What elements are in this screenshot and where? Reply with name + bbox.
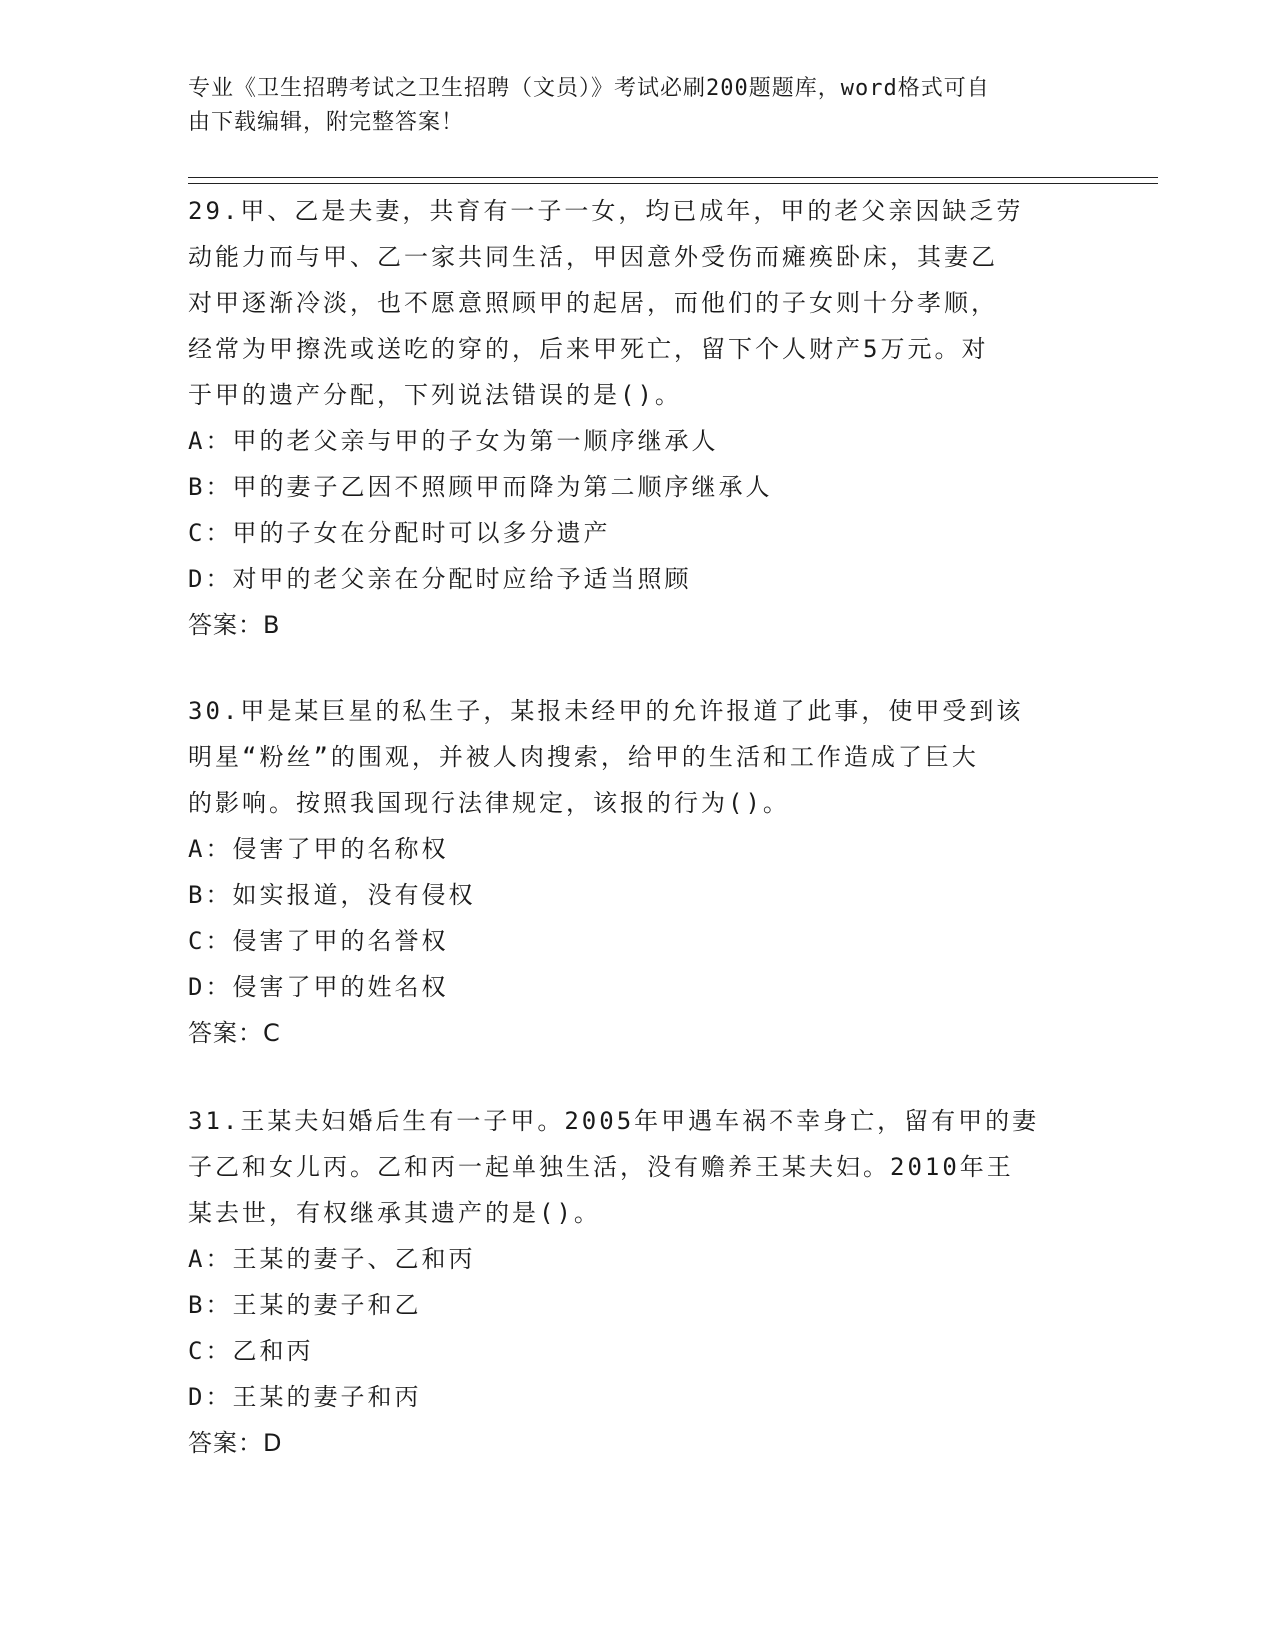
- stem-line: 30.甲是某巨星的私生子，某报未经甲的允许报道了此事，使甲受到该: [188, 697, 1024, 725]
- header-line: 由下载编辑，附完整答案！: [188, 110, 465, 135]
- question-stem: [188, 188, 1088, 418]
- question-block: [188, 188, 1088, 648]
- question-block: [188, 688, 1088, 1056]
- answer-line: 答案：D: [188, 1429, 283, 1457]
- stem-line: 于甲的遗产分配，下列说法错误的是()。: [188, 381, 682, 409]
- stem-line: 子乙和女儿丙。乙和丙一起单独生活，没有赡养王某夫妇。2010年王: [188, 1153, 1014, 1181]
- option-b: B：甲的妻子乙因不照顾甲而降为第二顺序继承人: [188, 473, 773, 501]
- header-line: 专业《卫生招聘考试之卫生招聘（文员）》考试必刷200题题库，word格式可自: [188, 76, 990, 101]
- option-b: B：王某的妻子和乙: [188, 1291, 422, 1319]
- question-block: [188, 1098, 1088, 1466]
- stem-line: 经常为甲擦洗或送吃的穿的，后来甲死亡，留下个人财产5万元。对: [188, 335, 989, 363]
- stem-line: 明星“粉丝”的围观，并被人肉搜索，给甲的生活和工作造成了巨大: [188, 743, 979, 771]
- option-b: B：如实报道，没有侵权: [188, 881, 476, 909]
- option-c: C：甲的子女在分配时可以多分遗产: [188, 519, 611, 547]
- option-a: A：王某的妻子、乙和丙: [188, 1245, 476, 1273]
- option-c: C：侵害了甲的名誉权: [188, 927, 449, 955]
- question-stem: [188, 1098, 1088, 1236]
- stem-line: 29.甲、乙是夫妻，共育有一子一女，均已成年，甲的老父亲因缺乏劳: [188, 197, 1024, 225]
- option-a: A：甲的老父亲与甲的子女为第一顺序继承人: [188, 427, 719, 455]
- option-d: D：对甲的老父亲在分配时应给予适当照顾: [188, 565, 692, 593]
- stem-line: 动能力而与甲、乙一家共同生活，甲因意外受伤而瘫痪卧床，其妻乙: [188, 243, 998, 271]
- option-c: C：乙和丙: [188, 1337, 314, 1365]
- stem-line: 的影响。按照我国现行法律规定，该报的行为()。: [188, 789, 790, 817]
- option-d: D：侵害了甲的姓名权: [188, 973, 449, 1001]
- document-header: [188, 72, 1088, 140]
- stem-line: 某去世，有权继承其遗产的是()。: [188, 1199, 601, 1227]
- option-a: A：侵害了甲的名称权: [188, 835, 449, 863]
- header-divider: [188, 183, 1158, 184]
- header-divider: [188, 177, 1158, 178]
- answer-line: 答案：C: [188, 1019, 281, 1047]
- answer-line: 答案：B: [188, 611, 281, 639]
- option-d: D：王某的妻子和丙: [188, 1383, 422, 1411]
- question-stem: [188, 688, 1088, 826]
- stem-line: 对甲逐渐冷淡，也不愿意照顾甲的起居，而他们的子女则十分孝顺，: [188, 289, 998, 317]
- stem-line: 31.王某夫妇婚后生有一子甲。2005年甲遇车祸不幸身亡，留有甲的妻: [188, 1107, 1040, 1135]
